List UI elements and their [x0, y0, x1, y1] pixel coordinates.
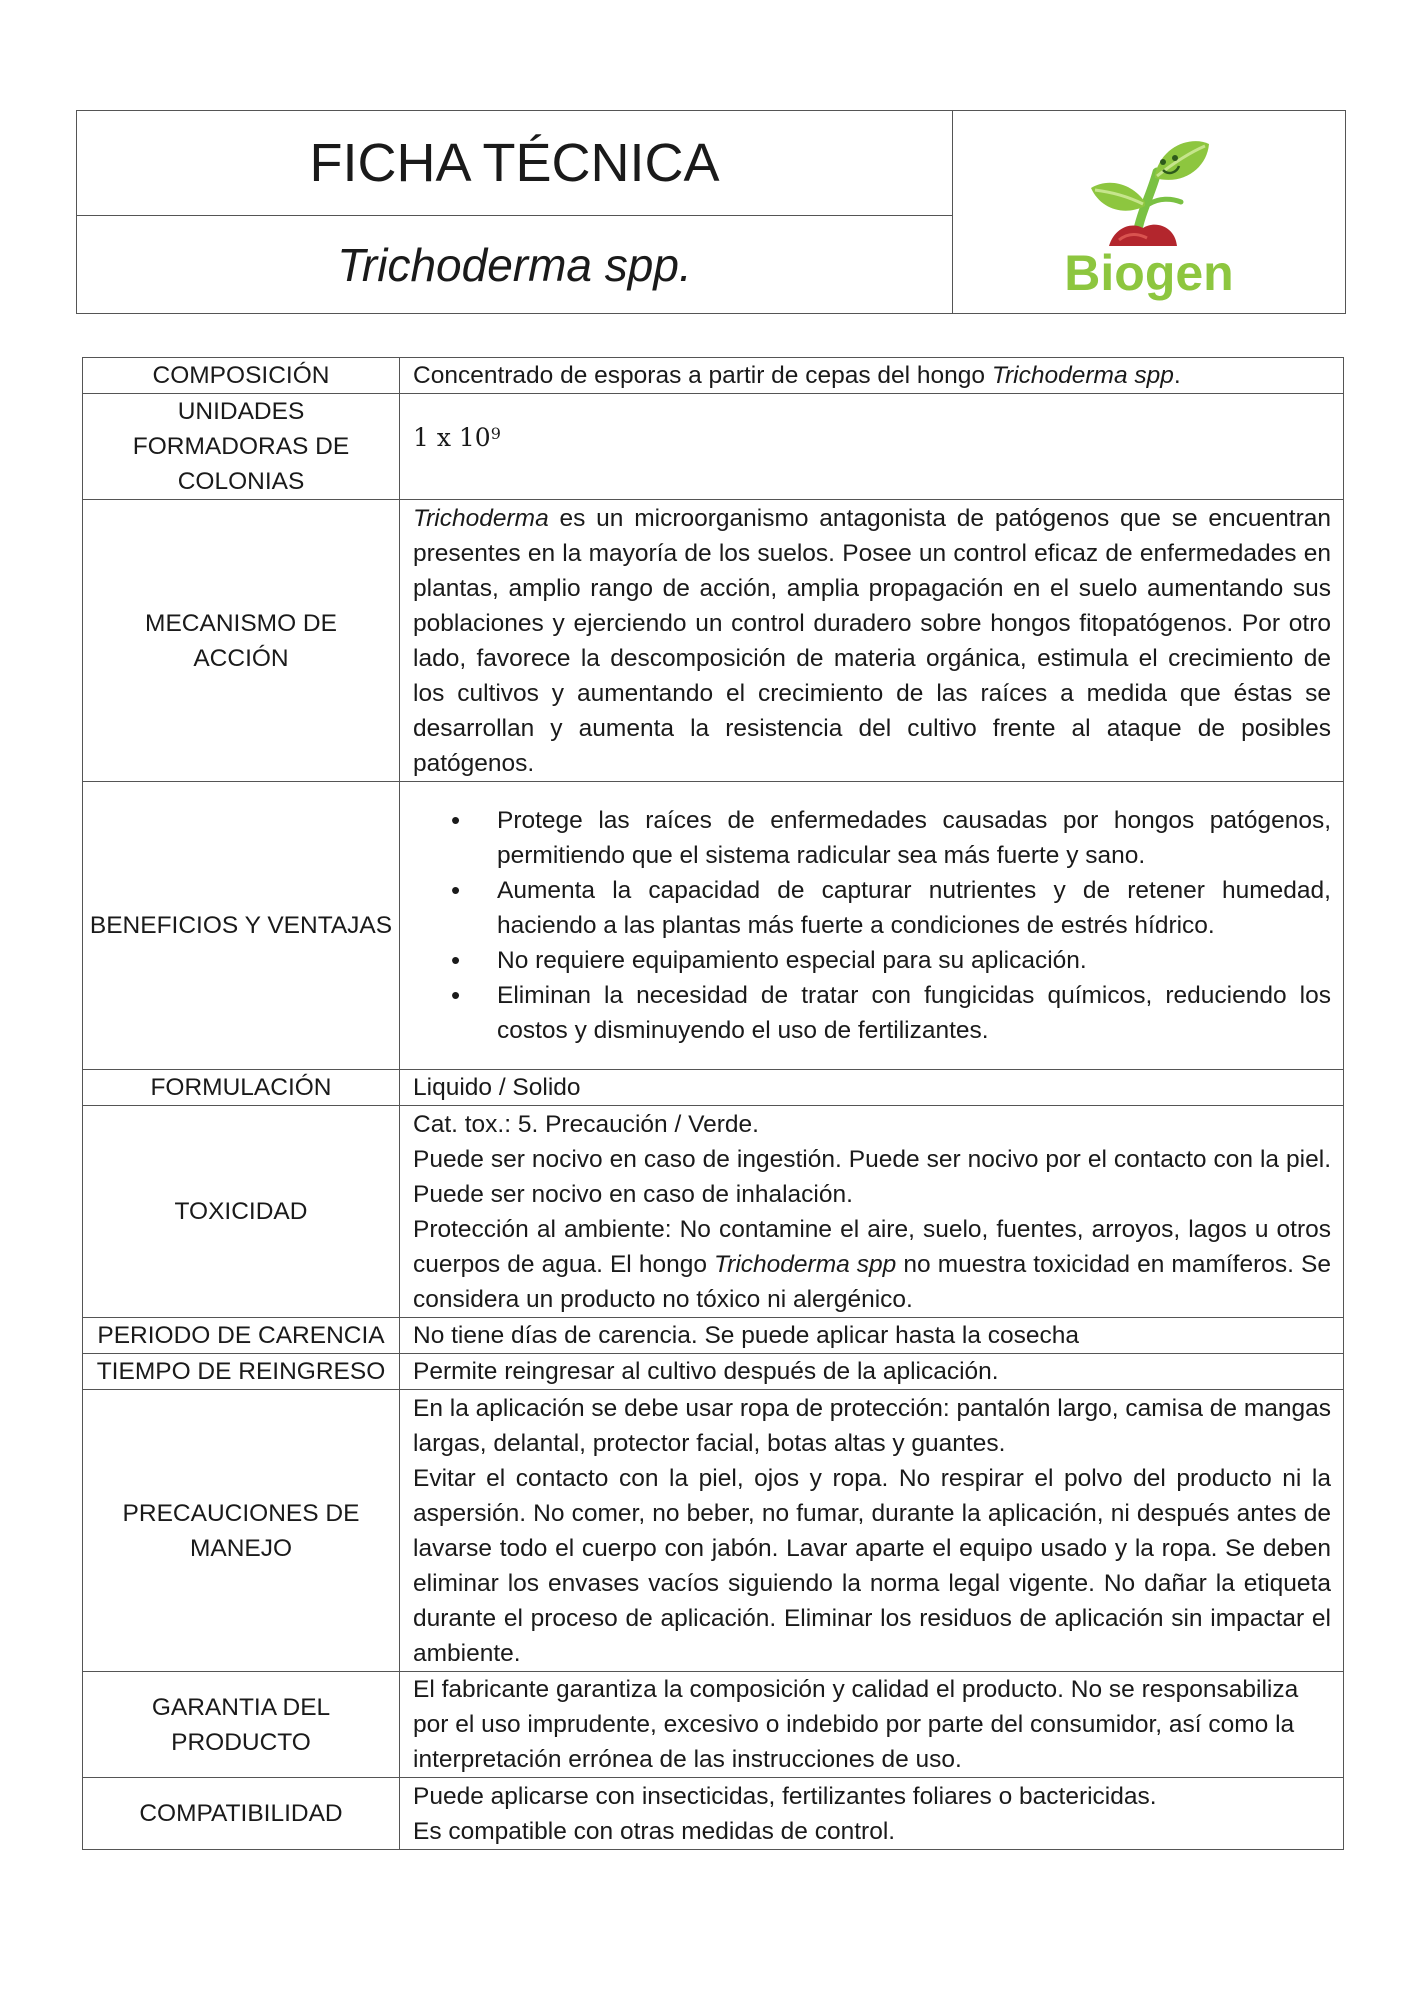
list-item: • Eliminan la necesidad de tratar con fungicidas químicos, reduciendo los costos y disminuyendo el uso de fertilizantes. [497, 978, 1331, 1048]
table-row-beneficios [83, 782, 1344, 1070]
row-label: FORMULACIÓN [83, 1070, 400, 1106]
table-row-garantia [83, 1672, 1344, 1778]
row-label: UNIDADES FORMADORAS DE COLONIAS [83, 394, 400, 500]
row-value: Cat. tox.: 5. Precaución / Verde. Puede ser nocivo en caso de ingestión. Puede ser nocivo por el contacto con la piel. Puede ser nocivo en caso de inhalación. Protección al ambiente: No contamine el aire, suelo, fuentes, arroyos, lagos u otros cuerpos de agua. El hongo Trichoderma spp no muestra toxicidad en mamíferos. Se considera un producto no tóxico ni alergénico. [400, 1106, 1344, 1318]
row-value: Concentrado de esporas a partir de cepas del hongo Trichoderma spp. [400, 358, 1344, 394]
biogen-sprout-logo-icon [1059, 122, 1239, 302]
row-value [400, 394, 1344, 500]
logo-wordmark: Biogen [1064, 245, 1234, 301]
technical-sheet-table [82, 357, 1344, 1850]
cfu-value: 1 x $10^9$ [413, 423, 501, 452]
row-label: MECANISMO DE ACCIÓN [83, 500, 400, 782]
row-value: Puede aplicarse con insecticidas, fertilizantes foliares o bactericidas. Es compatible con otras medidas de control. [400, 1778, 1344, 1850]
row-label: BENEFICIOS Y VENTAJAS [83, 782, 400, 1070]
row-value: No tiene días de carencia. Se puede aplicar hasta la cosecha [400, 1318, 1344, 1354]
table-row-precauciones [83, 1390, 1344, 1672]
row-label: PRECAUCIONES DE MANEJO [83, 1390, 400, 1672]
row-label: TOXICIDAD [83, 1106, 400, 1318]
row-label: COMPATIBILIDAD [83, 1778, 400, 1850]
document-title: FICHA TÉCNICA [77, 111, 952, 216]
table-row-composicion [83, 358, 1344, 394]
table-row-reingreso [83, 1354, 1344, 1390]
header-title-block [77, 111, 953, 313]
table-row-formulacion [83, 1070, 1344, 1106]
table-row-mecanismo [83, 500, 1344, 782]
table-row-toxicidad [83, 1106, 1344, 1318]
benefits-list [413, 803, 1331, 1048]
row-label: COMPOSICIÓN [83, 358, 400, 394]
row-label: GARANTIA DEL PRODUCTO [83, 1672, 400, 1778]
table-row-carencia [83, 1318, 1344, 1354]
table-row-unidades [83, 394, 1344, 500]
row-label: PERIODO DE CARENCIA [83, 1318, 400, 1354]
row-value: Trichoderma es un microorganismo antagonista de patógenos que se encuentran presentes en la mayoría de los suelos. Posee un control eficaz de enfermedades en plantas, amplio rango de acción, amplia propagación en el suelo aumentando sus poblaciones y ejerciendo un control duradero sobre hongos fitopatógenos. Por otro lado, favorece la descomposición de materia orgánica, estimula el crecimiento de los cultivos y aumentando el crecimiento de las raíces a medida que éstas se desarrollan y aumenta la resistencia del cultivo frente al ataque de posibles patógenos. [400, 500, 1344, 782]
row-value: Permite reingresar al cultivo después de la aplicación. [400, 1354, 1344, 1390]
list-item: • No requiere equipamiento especial para su aplicación. [497, 943, 1331, 978]
row-value: El fabricante garantiza la composición y calidad el producto. No se responsabiliza por el uso imprudente, excesivo o indebido por parte del consumidor, así como la interpretación errónea de las instrucciones de uso. [400, 1672, 1344, 1778]
row-value: Liquido / Solido [400, 1070, 1344, 1106]
list-item: • Protege las raíces de enfermedades causadas por hongos patógenos, permitiendo que el sistema radicular sea más fuerte y sano. [497, 803, 1331, 873]
document-header [76, 110, 1346, 314]
document-subtitle: Trichoderma spp. [337, 238, 692, 291]
row-value: En la aplicación se debe usar ropa de protección: pantalón largo, camisa de mangas largas, delantal, protector facial, botas altas y guantes. Evitar el contacto con la piel, ojos y ropa. No respirar el polvo del producto ni la aspersión. No comer, no beber, no fumar, durante la aplicación, ni después antes de lavarse todo el cuerpo con jabón. Lavar aparte el equipo usado y la ropa. Se deben eliminar los envases vacíos siguiendo la norma legal vigente. No dañar la etiqueta durante el proceso de aplicación. Eliminar los residuos de aplicación sin impactar el ambiente. [400, 1390, 1344, 1672]
table-row-compatibilidad [83, 1778, 1344, 1850]
list-item: • Aumenta la capacidad de capturar nutrientes y de retener humedad, haciendo a las plantas más fuerte a condiciones de estrés hídrico. [497, 873, 1331, 943]
row-label: TIEMPO DE REINGRESO [83, 1354, 400, 1390]
brand-logo [953, 111, 1345, 313]
row-value [400, 782, 1344, 1070]
